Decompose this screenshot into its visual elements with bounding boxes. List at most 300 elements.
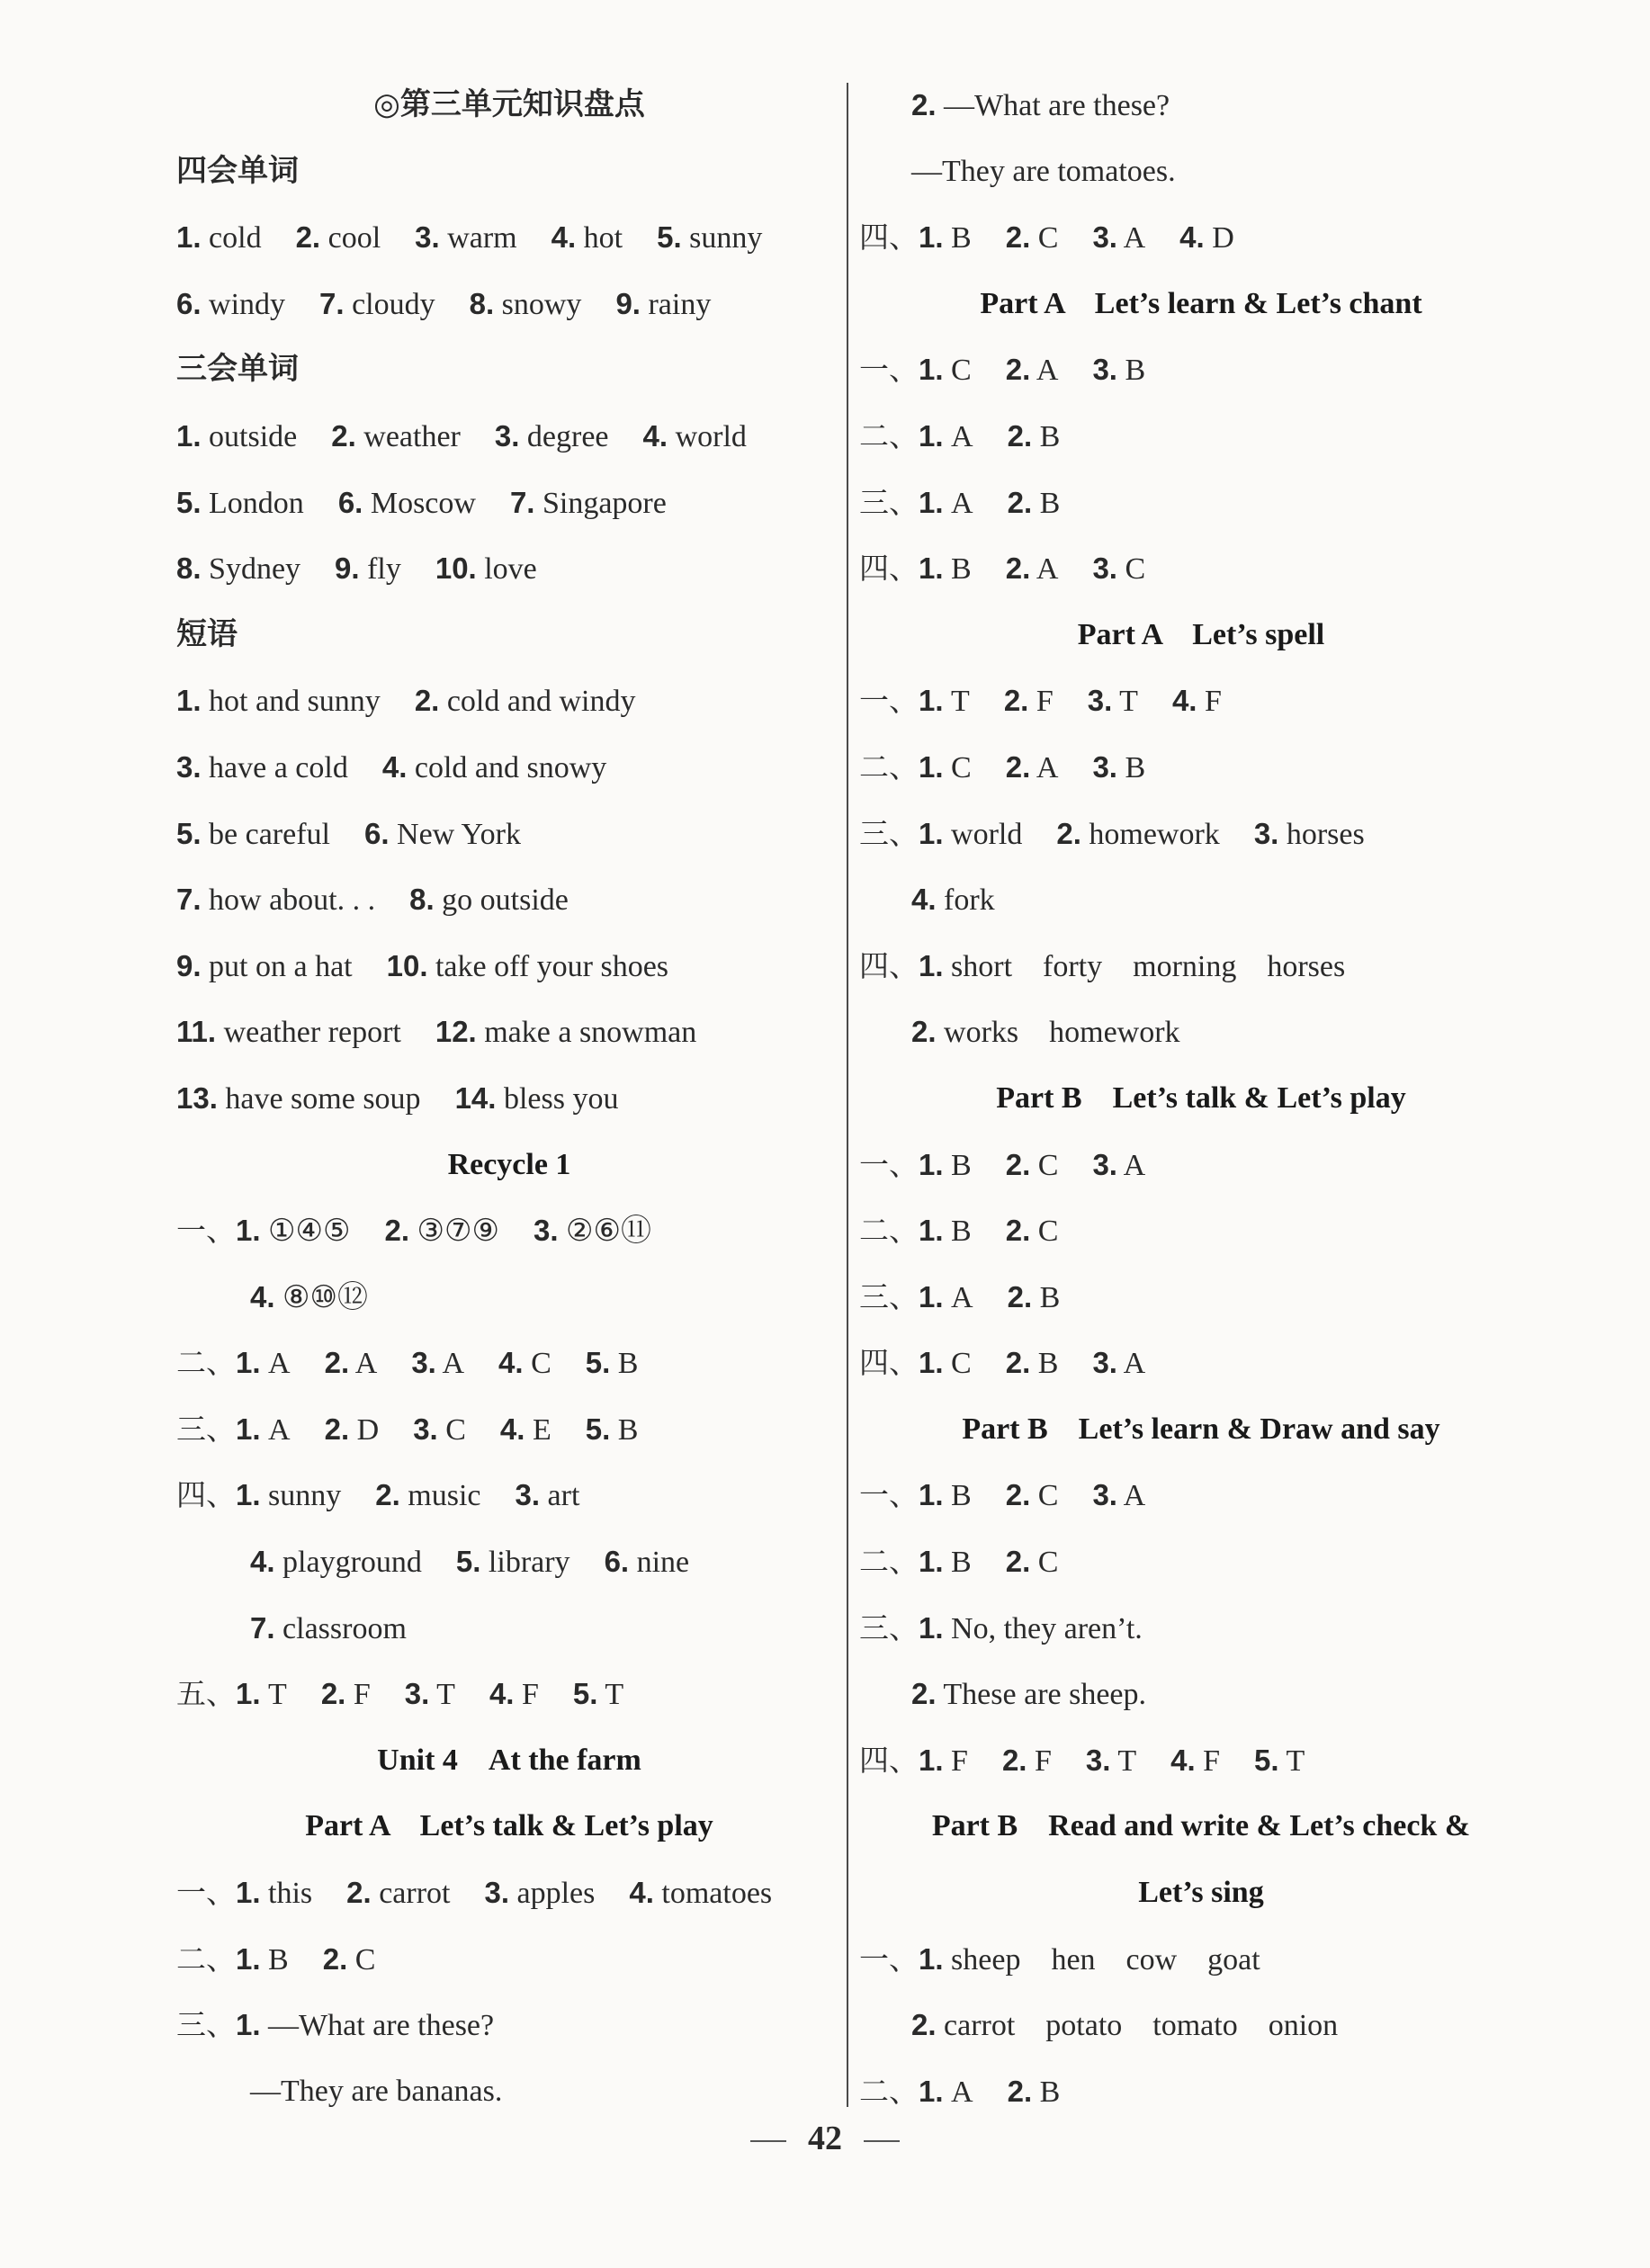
part-heading: Part A Let’s spell <box>1077 617 1325 651</box>
item-answer: sunny <box>260 1479 342 1513</box>
part-heading: Part B Let’s talk & Let’s play <box>996 1080 1406 1115</box>
item-number: 1. <box>236 1214 261 1248</box>
item-answer: D <box>349 1412 380 1447</box>
item-number: 1. <box>919 2074 944 2108</box>
item-answer: cold and snowy <box>407 750 607 784</box>
item-number: 3. <box>1092 749 1117 784</box>
item-answer: carrot <box>371 1877 451 1911</box>
item-number: 1. <box>236 1346 261 1380</box>
item-number: 8. <box>176 551 202 586</box>
item-number: 3. <box>1092 551 1117 586</box>
vocab-heading: 四会单词 <box>176 152 299 189</box>
answer-text: —They are bananas. <box>250 2074 503 2108</box>
item-answer: —What are these? <box>260 2009 495 2043</box>
item-answer: F <box>1027 1744 1052 1778</box>
item-answer: hot and sunny <box>201 685 381 719</box>
answer-line <box>859 1197 1543 1264</box>
item-number: 1. <box>919 1214 944 1248</box>
answer-line <box>859 668 1543 734</box>
question-prefix: 三、 <box>859 1278 919 1314</box>
item-answer: T <box>943 685 970 719</box>
answer-line <box>176 801 842 867</box>
item-number: 3. <box>533 1214 559 1248</box>
item-answer: F <box>1028 685 1054 719</box>
answer-line <box>859 1926 1543 1993</box>
item-number: 2. <box>320 1677 346 1711</box>
item-number: 2. <box>1005 1478 1031 1512</box>
item-number: 7. <box>250 1610 275 1645</box>
answer-line <box>176 1264 842 1331</box>
item-answer: B <box>943 1215 972 1249</box>
item-number: 2. <box>1005 1545 1031 1579</box>
item-number: 5. <box>1254 1743 1279 1777</box>
part-heading: Part B Read and write & Let’s check & <box>931 1809 1471 1843</box>
item-answer: ⑧⑩⑫ <box>274 1280 368 1314</box>
item-answer: C <box>1030 1148 1059 1182</box>
question-prefix: 一、 <box>176 1213 236 1249</box>
item-number: 4. <box>498 1346 524 1380</box>
answer-line <box>859 72 1543 139</box>
answer-line <box>176 470 842 536</box>
item-number: 2. <box>1005 551 1031 586</box>
item-answer: T <box>429 1678 455 1712</box>
question-prefix: 三、 <box>859 1609 919 1645</box>
answer-line <box>859 204 1543 271</box>
item-answer: E <box>525 1412 551 1447</box>
item-number: 2. <box>1005 1147 1031 1181</box>
item-answer: tomatoes <box>653 1877 773 1911</box>
item-number: 4. <box>642 418 668 453</box>
item-answer: love <box>476 552 537 587</box>
answer-line <box>176 1197 842 1264</box>
item-answer: make a snowman <box>476 1016 697 1050</box>
item-number: 2. <box>1005 1346 1031 1380</box>
answer-line <box>176 1860 842 1926</box>
item-answer: T <box>260 1678 287 1712</box>
item-number: 1. <box>919 1478 944 1512</box>
answer-line <box>176 1462 842 1528</box>
item-number: 3. <box>1092 1147 1117 1181</box>
item-answer: nine <box>629 1546 690 1580</box>
item-number: 1. <box>919 1743 944 1777</box>
item-answer: art <box>540 1479 580 1513</box>
answer-line <box>859 734 1543 801</box>
question-prefix: 一、 <box>859 1477 919 1513</box>
question-prefix: 四、 <box>859 220 919 255</box>
item-answer: this <box>260 1877 313 1911</box>
left-column <box>176 72 842 2124</box>
item-answer: C <box>943 750 972 784</box>
answer-line <box>859 403 1543 470</box>
answer-line <box>859 801 1543 867</box>
item-answer: A <box>943 2075 973 2109</box>
item-answer: world <box>668 419 747 453</box>
item-number: 1. <box>919 1346 944 1380</box>
item-answer: outside <box>201 419 298 453</box>
item-number: 5. <box>455 1545 481 1579</box>
item-number: 10. <box>435 551 477 586</box>
question-prefix: 五、 <box>176 1676 236 1712</box>
item-number: 4. <box>551 220 577 255</box>
item-number: 2. <box>375 1478 400 1512</box>
item-answer: A <box>1116 1347 1146 1381</box>
item-number: 2. <box>1007 1279 1033 1313</box>
question-prefix: 二、 <box>859 1213 919 1249</box>
item-answer: have some soup <box>217 1081 421 1116</box>
item-answer: C <box>1030 1215 1059 1249</box>
item-number: 6. <box>604 1545 630 1579</box>
answer-line <box>859 1462 1543 1528</box>
item-number: 2. <box>1003 684 1029 718</box>
item-number: 3. <box>494 418 520 453</box>
item-number: 5. <box>657 220 682 255</box>
item-answer: C <box>1116 552 1146 587</box>
item-answer: A <box>1030 552 1059 587</box>
item-answer: bless you <box>496 1081 619 1116</box>
item-answer: homework <box>1081 817 1220 851</box>
item-number: 5. <box>572 1677 598 1711</box>
item-answer: B <box>943 221 972 255</box>
item-number: 4. <box>381 749 408 784</box>
answer-line <box>176 1595 842 1662</box>
item-answer: B <box>260 1942 289 1977</box>
item-answer: A <box>1116 1479 1146 1513</box>
item-number: 6. <box>337 485 363 519</box>
item-answer: playground <box>274 1546 422 1580</box>
item-number: 1. <box>919 220 944 255</box>
item-number: 6. <box>364 816 390 850</box>
question-prefix: 三、 <box>859 815 919 851</box>
item-answer: A <box>349 1347 378 1381</box>
item-number: 2. <box>1005 1214 1031 1248</box>
item-number: 1. <box>919 1941 944 1976</box>
item-answer: fly <box>359 552 401 587</box>
answer-line <box>176 1396 842 1463</box>
item-number: 4. <box>499 1412 525 1446</box>
item-number: 2. <box>346 1876 372 1910</box>
item-number: 2. <box>911 88 937 121</box>
item-answer: A <box>260 1347 291 1381</box>
item-number: 8. <box>469 286 495 320</box>
item-answer: These are sheep. <box>936 1678 1147 1712</box>
part-heading: Unit 4 At the farm <box>377 1743 641 1777</box>
item-number: 1. <box>919 1147 944 1181</box>
part-heading: Let’s sing <box>1138 1876 1264 1910</box>
answer-line <box>859 1330 1543 1396</box>
item-number: 1. <box>919 816 944 850</box>
item-number: 9. <box>335 551 360 586</box>
item-answer: library <box>480 1546 570 1580</box>
item-answer: classroom <box>274 1611 407 1645</box>
item-answer: B <box>1030 1347 1059 1381</box>
item-answer: C <box>523 1347 551 1381</box>
question-prefix: 四、 <box>859 947 919 983</box>
item-number: 3. <box>413 1412 438 1446</box>
item-answer: hot <box>576 221 623 255</box>
answer-line <box>859 1132 1543 1198</box>
item-answer: take off your shoes <box>427 949 669 983</box>
item-answer: works homework <box>936 1016 1180 1050</box>
item-answer: New York <box>389 817 521 851</box>
answer-line <box>859 1528 1543 1595</box>
question-prefix: 二、 <box>859 1544 919 1580</box>
answer-line <box>859 2058 1543 2125</box>
item-number: 1. <box>919 1610 944 1645</box>
answer-line <box>176 1528 842 1595</box>
answer-line <box>859 470 1543 536</box>
item-number: 2. <box>1007 485 1033 519</box>
page-number-dash-left <box>750 2140 786 2142</box>
item-number: 3. <box>1087 684 1113 718</box>
item-answer: B <box>610 1412 639 1447</box>
question-prefix: 一、 <box>176 1875 236 1911</box>
question-prefix: 一、 <box>859 1146 919 1182</box>
item-number: 5. <box>176 816 202 850</box>
item-number: 2. <box>324 1412 350 1446</box>
answer-line <box>859 1992 1543 2058</box>
item-answer: world <box>943 817 1023 851</box>
item-answer: A <box>1116 221 1146 255</box>
item-number: 1. <box>176 418 202 453</box>
item-number: 4. <box>1171 684 1197 718</box>
item-number: 2. <box>1005 353 1031 387</box>
item-number: 1. <box>919 418 944 453</box>
item-number: 1. <box>236 1677 261 1711</box>
item-answer: weather <box>355 419 461 453</box>
item-number: 8. <box>409 883 435 917</box>
item-answer: how about. . . <box>201 883 376 918</box>
item-answer: sunny <box>681 221 763 255</box>
item-answer: A <box>435 1347 465 1381</box>
item-number: 5. <box>585 1346 611 1380</box>
item-answer: London <box>201 486 304 520</box>
item-answer: go outside <box>434 883 569 918</box>
item-number: 2. <box>911 1015 937 1049</box>
item-answer: C <box>943 1347 972 1381</box>
item-number: 2. <box>911 2008 937 2042</box>
item-answer: A <box>943 1280 973 1314</box>
item-number: 13. <box>176 1080 218 1115</box>
answer-line <box>176 734 842 801</box>
item-answer: have a cold <box>201 750 348 784</box>
item-number: 2. <box>295 220 321 255</box>
item-answer: warm <box>439 221 517 255</box>
item-number: 1. <box>176 684 202 718</box>
item-answer: C <box>1030 1479 1059 1513</box>
item-number: 4. <box>1170 1743 1196 1777</box>
item-answer: apples <box>509 1877 596 1911</box>
answer-line <box>176 535 842 602</box>
item-number: 4. <box>489 1677 515 1711</box>
item-number: 10. <box>386 948 428 982</box>
item-answer: F <box>1197 685 1222 719</box>
item-answer: ③⑦⑨ <box>409 1215 499 1249</box>
item-number: 4. <box>250 1545 275 1579</box>
part-heading: Recycle 1 <box>447 1147 571 1181</box>
item-number: 3. <box>515 1478 541 1512</box>
question-prefix: 三、 <box>176 2007 236 2043</box>
answer-line <box>176 866 842 933</box>
column-divider <box>847 83 848 2107</box>
item-answer: C <box>1030 1546 1059 1580</box>
item-number: 1. <box>919 684 944 718</box>
item-answer: F <box>345 1678 371 1712</box>
item-answer: A <box>1030 354 1059 388</box>
item-number: 1. <box>919 1545 944 1579</box>
vocab-heading: 短语 <box>176 615 238 652</box>
answer-line <box>176 999 842 1065</box>
item-answer: be careful <box>201 817 330 851</box>
question-prefix: 三、 <box>176 1411 236 1447</box>
item-number: 3. <box>404 1677 430 1711</box>
item-answer: F <box>1195 1744 1221 1778</box>
item-number: 5. <box>585 1412 611 1446</box>
item-number: 3. <box>415 220 440 255</box>
part-heading: Part B Let’s learn & Draw and say <box>962 1412 1440 1446</box>
answer-line <box>176 1065 842 1132</box>
item-answer: A <box>1030 750 1059 784</box>
vocab-heading: 三会单词 <box>176 351 299 388</box>
item-answer: carrot potato tomato onion <box>936 2009 1339 2043</box>
item-answer: —What are these? <box>936 89 1170 122</box>
question-prefix: 二、 <box>859 2073 919 2109</box>
item-number: 1. <box>919 948 944 982</box>
answer-line <box>176 271 842 337</box>
answer-line <box>176 668 842 734</box>
item-answer: D <box>1204 221 1234 255</box>
item-answer: ①④⑤ <box>260 1215 351 1249</box>
question-prefix: 二、 <box>176 1941 236 1977</box>
item-number: 1. <box>236 1412 261 1446</box>
item-answer: rainy <box>640 287 712 321</box>
item-number: 9. <box>176 948 202 982</box>
part-heading: Part A Let’s learn & Let’s chant <box>980 286 1422 320</box>
item-number: 4. <box>629 1876 654 1910</box>
answer-line <box>176 1661 842 1727</box>
item-answer: windy <box>201 287 286 321</box>
question-prefix: 二、 <box>176 1345 236 1381</box>
answer-line <box>176 403 842 470</box>
item-number: 2. <box>911 1677 937 1711</box>
item-number: 3. <box>411 1346 436 1380</box>
item-number: 4. <box>1179 220 1205 255</box>
item-answer: C <box>347 1942 376 1977</box>
item-answer: A <box>1116 1148 1146 1182</box>
item-answer: cloudy <box>344 287 435 321</box>
item-answer: B <box>943 1546 972 1580</box>
item-answer: fork <box>936 883 995 918</box>
item-answer: sheep hen cow goat <box>943 1942 1260 1977</box>
item-answer: snowy <box>494 287 582 321</box>
item-answer: B <box>943 1479 972 1513</box>
item-number: 1. <box>236 2008 261 2042</box>
item-number: 1. <box>176 220 202 255</box>
item-number: 3. <box>1092 1346 1117 1380</box>
item-answer: B <box>1116 354 1146 388</box>
item-number: 12. <box>435 1015 477 1049</box>
answer-line <box>859 866 1543 933</box>
item-number: 14. <box>454 1080 497 1115</box>
question-prefix: 三、 <box>859 484 919 520</box>
item-answer: B <box>943 1148 972 1182</box>
item-answer: cold <box>201 221 262 255</box>
part-heading: Part A Let’s talk & Let’s play <box>305 1809 713 1843</box>
question-prefix: 二、 <box>859 417 919 453</box>
item-number: 3. <box>484 1876 509 1910</box>
answer-line <box>859 336 1543 403</box>
item-answer: A <box>943 486 973 520</box>
question-prefix: 一、 <box>859 1941 919 1977</box>
question-prefix: 一、 <box>859 683 919 719</box>
item-answer: F <box>943 1744 968 1778</box>
item-answer: degree <box>519 419 609 453</box>
item-answer: music <box>399 1479 481 1513</box>
item-number: 3. <box>1092 220 1117 255</box>
item-number: 7. <box>319 286 345 320</box>
item-answer: C <box>437 1412 466 1447</box>
item-number: 2. <box>1005 220 1031 255</box>
item-number: 4. <box>911 883 937 917</box>
item-answer: C <box>943 354 972 388</box>
item-number: 1. <box>919 1279 944 1313</box>
answer-line <box>176 1330 842 1396</box>
item-answer: ②⑥⑪ <box>558 1215 651 1249</box>
item-number: 7. <box>509 485 535 519</box>
item-number: 3. <box>176 749 202 784</box>
answer-line <box>859 535 1543 602</box>
item-answer: Moscow <box>363 486 476 520</box>
item-number: 2. <box>1007 2074 1033 2108</box>
item-answer: B <box>1116 750 1146 784</box>
item-number: 9. <box>615 286 641 320</box>
item-number: 3. <box>1085 1743 1111 1777</box>
question-prefix: 四、 <box>859 1345 919 1381</box>
item-answer: B <box>1032 419 1061 453</box>
item-answer: A <box>260 1412 291 1447</box>
item-number: 2. <box>414 684 440 718</box>
item-number: 1. <box>236 1941 261 1976</box>
item-answer: T <box>1112 685 1138 719</box>
item-number: 2. <box>384 1214 410 1248</box>
item-number: 1. <box>919 353 944 387</box>
item-answer: B <box>1032 486 1061 520</box>
item-answer: horses <box>1278 817 1365 851</box>
item-answer: weather report <box>216 1016 401 1050</box>
item-answer: cold and windy <box>439 685 636 719</box>
page-number-dash-right <box>864 2140 900 2142</box>
item-number: 1. <box>236 1478 261 1512</box>
item-number: 7. <box>176 883 202 917</box>
item-answer: T <box>1278 1744 1305 1778</box>
answer-line <box>176 1992 842 2058</box>
item-answer: T <box>1110 1744 1137 1778</box>
item-number: 2. <box>322 1941 348 1976</box>
answer-line <box>859 1661 1543 1727</box>
question-prefix: 四、 <box>859 1742 919 1778</box>
item-number: 3. <box>1092 1478 1117 1512</box>
item-number: 11. <box>176 1015 217 1049</box>
item-number: 2. <box>1056 816 1081 850</box>
answer-line <box>176 1926 842 1993</box>
question-prefix: 一、 <box>859 352 919 388</box>
item-number: 5. <box>176 485 202 519</box>
item-answer: short forty morning horses <box>943 949 1346 983</box>
question-prefix: 四、 <box>176 1477 236 1513</box>
item-number: 1. <box>919 551 944 586</box>
question-prefix: 二、 <box>859 749 919 784</box>
item-number: 2. <box>331 418 356 453</box>
item-number: 2. <box>1005 749 1031 784</box>
